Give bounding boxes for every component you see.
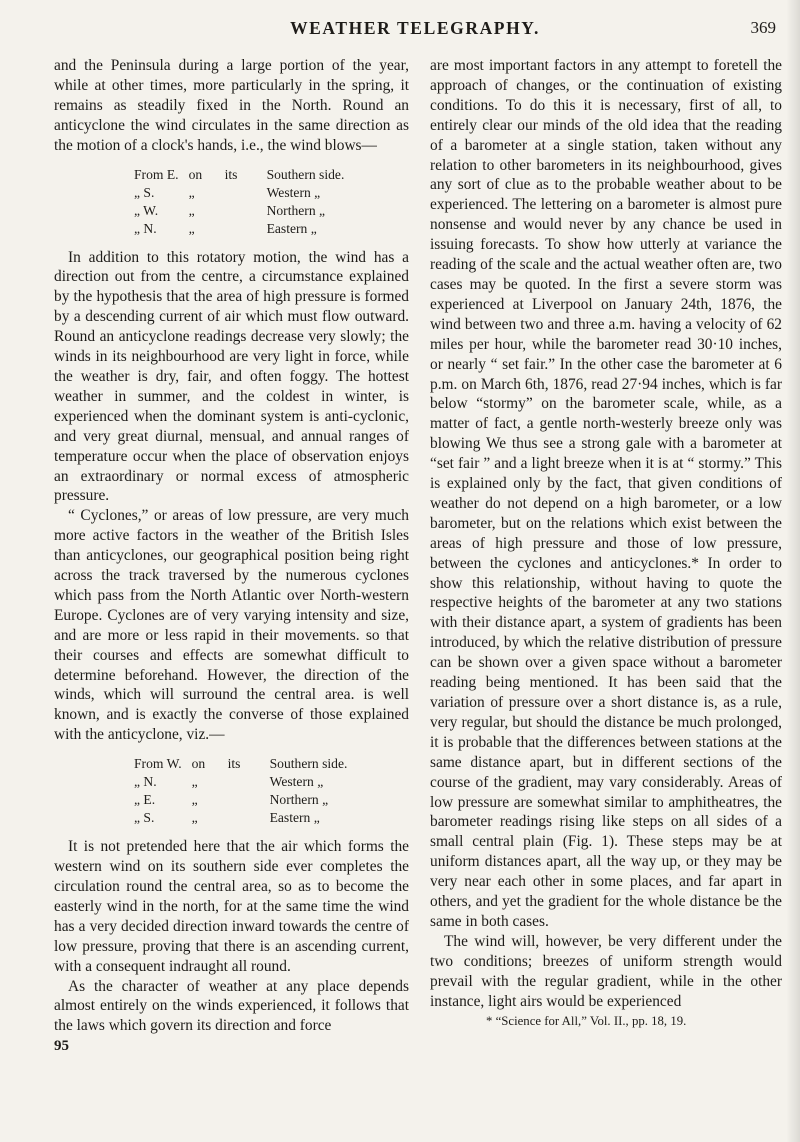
table-row <box>134 166 349 184</box>
table-row <box>134 773 352 791</box>
table-cell: „ <box>188 184 195 200</box>
table-cell: Northern „ <box>269 792 329 808</box>
table-cell: „ W. <box>134 202 159 218</box>
table-cell: on <box>188 166 203 182</box>
left-paragraph-2: In addition to this rotatory motion, the wind has a direction out from the centre, a circumstance explained by the hypothesis that the area of high pressure is formed by a descending current of air which must flow outward. Round an anticyclone readings decrease very slowly; the winds in its neighbourhood are very light in force, while the weather is dry, fair, and often foggy. The hottest weather in summer, and the coldest in winter, is experienced when the dominant system is anti-cyclonic, and very great diurnal, mensual, and annual ranges of temperature occur when the place of observation enjoys an extraordinary or normal excess of atmospheric pressure. <box>54 248 409 505</box>
table-cell <box>220 202 262 220</box>
table-cell: „ S. <box>134 810 155 826</box>
table-row <box>134 184 349 202</box>
left-paragraph-4: It is not pretended here that the air which forms the western wind on its southern side ever completes the circulation round the central area, so as to become the easterly wind in the north, for at the same time the wind has a very decided direction inward towards the centre of low pressure, proving that there is an ascending current, with a consequent indraught all round. <box>54 838 409 975</box>
table-cell: „ <box>191 810 198 826</box>
right-paragraph-1: are most important factors in any attempt to foretell the approach of changes, or the continuation of existing conditions. To do this it is necessary, first of all, to entirely clear our minds of the old idea that the reading of a barometer at a single station, taken without any relation to other barometers in its neighbourhood, gives any sort of clue as to the probable weather about to be experienced. The lettering on a barometer is almost pure nonsense and would never by any chance be used in issuing forecasts. To show how utterly at variance the reading of the scale and the actual weather often are, two cases may be quoted. In the first a severe storm was experienced at Liverpool on January 24th, 1876, the wind between two and three a.m. having a velocity of 62 miles per hour, while the barometer read 30·10 inches, or nearly “ set fair.” In the other case the barometer at 6 p.m. on March 6th, 1876, read 27·94 inches, which is far below “stormy” on the barometer scale, while, as a matter of fact, a gentle north-westerly breeze only was blowing We thus see a strong gale with a barometer at “set fair ” and a light breeze when it is at “ stormy.” This is explained only by the fact, that given conditions of weather do not depend on a high barometer, or a low barometer, but on the relations which exist between the areas of high pressure and those of low pressure, between the cyclones and anticyclones.* In order to show this relationship, without having to quote the respective heights of the barometer at any two stations with their distance apart, a system of gradients has been introduced, by which the relative distribution of pressure can be shown over a given space without a barometer reading being mentioned. It has been said that the variation of pressure over a short distance is, as a rule, very regular, but should the distance be much prolonged, it is probable that the differences between stations at the same distance apart, but in different sections of the course of the gradient, may vary considerably. Areas of low pressure are somewhat similar to amphitheatres, the barometer readings rising like steps on all sides of a small central plain (Fig. 1). These steps may be at uniform distances apart, all the way up, or they may be very near each other in some places, and far apart in others, and yet the gradient for the whole distance be the same in both cases. <box>430 57 782 930</box>
left-paragraph-5: As the character of weather at any place depends almost entirely on the winds experienced, it follows that the laws which govern its direction and force <box>54 977 409 1035</box>
running-head <box>54 18 776 42</box>
table-cell: its <box>227 756 241 772</box>
signature-mark: 95 <box>54 1038 69 1055</box>
footnote: * “Science for All,” Vol. II., pp. 18, 19. <box>486 1013 687 1028</box>
cyclone-wind-table <box>134 755 352 827</box>
right-column <box>430 56 782 1030</box>
left-paragraph-3: “ Cyclones,” or areas of low pressure, are very much more active factors in the weather of the British Isles than anticyclones, our geographical position being right across the track traversed by the numerous cyclones which pass from the North Atlantic over North-western Europe. Cyclones are of very varying intensity and size, and are more or less rapid in their movements. so that their courses and effects are somewhat difficult to determine beforehand. However, the direction of the winds, which will surround the central area. is well known, and is exactly the converse of those explained with the anticyclone, viz.— <box>54 507 409 744</box>
table-cell <box>223 809 265 827</box>
table-row <box>134 791 352 809</box>
table-cell: Eastern „ <box>269 810 320 826</box>
page-edge-shadow <box>786 0 800 1142</box>
table-cell: From W. <box>134 756 182 772</box>
table-cell: Western „ <box>266 184 321 200</box>
table-cell: Northern „ <box>266 202 326 218</box>
table-cell: Western „ <box>269 774 324 790</box>
table-cell: its <box>224 166 238 182</box>
table-cell: on <box>191 756 206 772</box>
right-paragraph-2: The wind will, however, be very different under the two conditions; breezes of uniform strength would prevail with the regular gradient, while in the other instance, light airs would be experienced <box>430 932 782 1010</box>
table-cell: „ <box>188 220 195 236</box>
table-cell: „ <box>191 792 198 808</box>
page-number: 369 <box>750 18 776 37</box>
left-paragraph-1: and the Peninsula during a large portion of the year, while at other times, more particularly in the spring, it remains as steadily fixed in the North. Round an anticyclone the wind circulates in the same direction as the motion of a clock's hands, i.e., the wind blows— <box>54 57 409 154</box>
left-column <box>54 56 409 1057</box>
table-cell: From E. <box>134 166 179 182</box>
table-cell: „ <box>188 202 195 218</box>
table-cell: „ E. <box>134 792 156 808</box>
table-cell <box>220 184 262 202</box>
table-row <box>134 202 349 220</box>
anticyclone-wind-table <box>134 166 349 238</box>
table-cell <box>223 791 265 809</box>
table-cell: „ S. <box>134 184 155 200</box>
table-cell: Southern side. <box>269 756 348 772</box>
table-cell <box>220 220 262 238</box>
running-title: WEATHER TELEGRAPHY. <box>290 18 540 38</box>
table-cell: Southern side. <box>266 166 345 182</box>
table-row <box>134 755 352 773</box>
table-row <box>134 809 352 827</box>
table-cell <box>223 773 265 791</box>
table-cell: „ N. <box>134 220 157 236</box>
table-cell: Eastern „ <box>266 220 317 236</box>
table-row <box>134 220 349 238</box>
table-cell: „ N. <box>134 774 157 790</box>
table-cell: „ <box>191 774 198 790</box>
